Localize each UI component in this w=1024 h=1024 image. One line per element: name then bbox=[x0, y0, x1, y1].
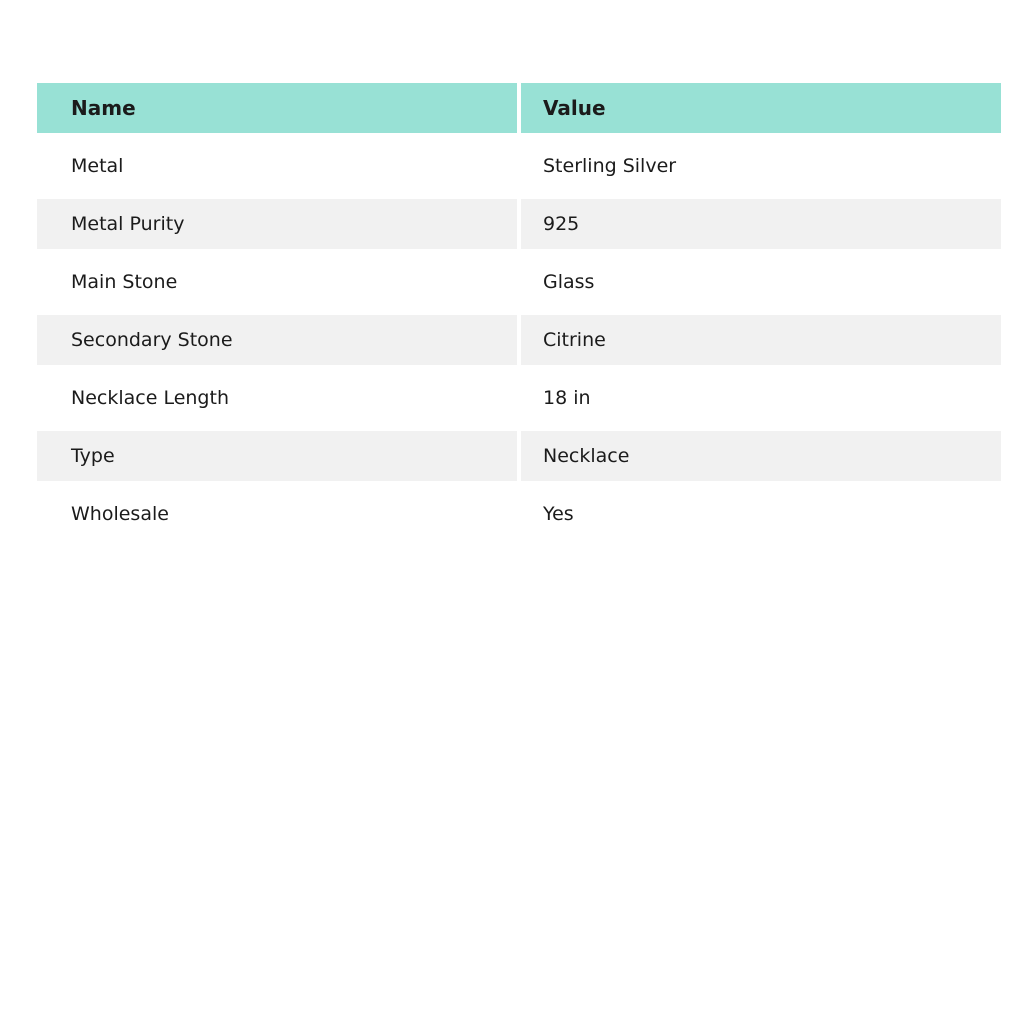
column-header-value: Value bbox=[521, 83, 1001, 133]
table-row bbox=[37, 373, 1001, 423]
attribute-name-cell: Main Stone bbox=[37, 257, 517, 307]
header-row bbox=[37, 83, 1001, 133]
table-body bbox=[37, 141, 1001, 539]
attribute-value-cell: 18 in bbox=[521, 373, 1001, 423]
attribute-value-cell: Sterling Silver bbox=[521, 141, 1001, 191]
attribute-value-cell: Yes bbox=[521, 489, 1001, 539]
attribute-value-cell: Glass bbox=[521, 257, 1001, 307]
attribute-value-cell: Citrine bbox=[521, 315, 1001, 365]
attribute-name-cell: Necklace Length bbox=[37, 373, 517, 423]
attribute-name-cell: Secondary Stone bbox=[37, 315, 517, 365]
table-row bbox=[37, 489, 1001, 539]
attribute-name-cell: Metal bbox=[37, 141, 517, 191]
table-header bbox=[37, 83, 1001, 133]
table-row bbox=[37, 199, 1001, 249]
table-row bbox=[37, 315, 1001, 365]
attribute-value-cell: Necklace bbox=[521, 431, 1001, 481]
attribute-name-cell: Wholesale bbox=[37, 489, 517, 539]
product-attributes-section bbox=[33, 75, 1005, 547]
table-row bbox=[37, 257, 1001, 307]
attributes-table bbox=[33, 75, 1005, 547]
attribute-value-cell: 925 bbox=[521, 199, 1001, 249]
column-header-name: Name bbox=[37, 83, 517, 133]
table-row bbox=[37, 141, 1001, 191]
table-row bbox=[37, 431, 1001, 481]
attribute-name-cell: Metal Purity bbox=[37, 199, 517, 249]
attribute-name-cell: Type bbox=[37, 431, 517, 481]
